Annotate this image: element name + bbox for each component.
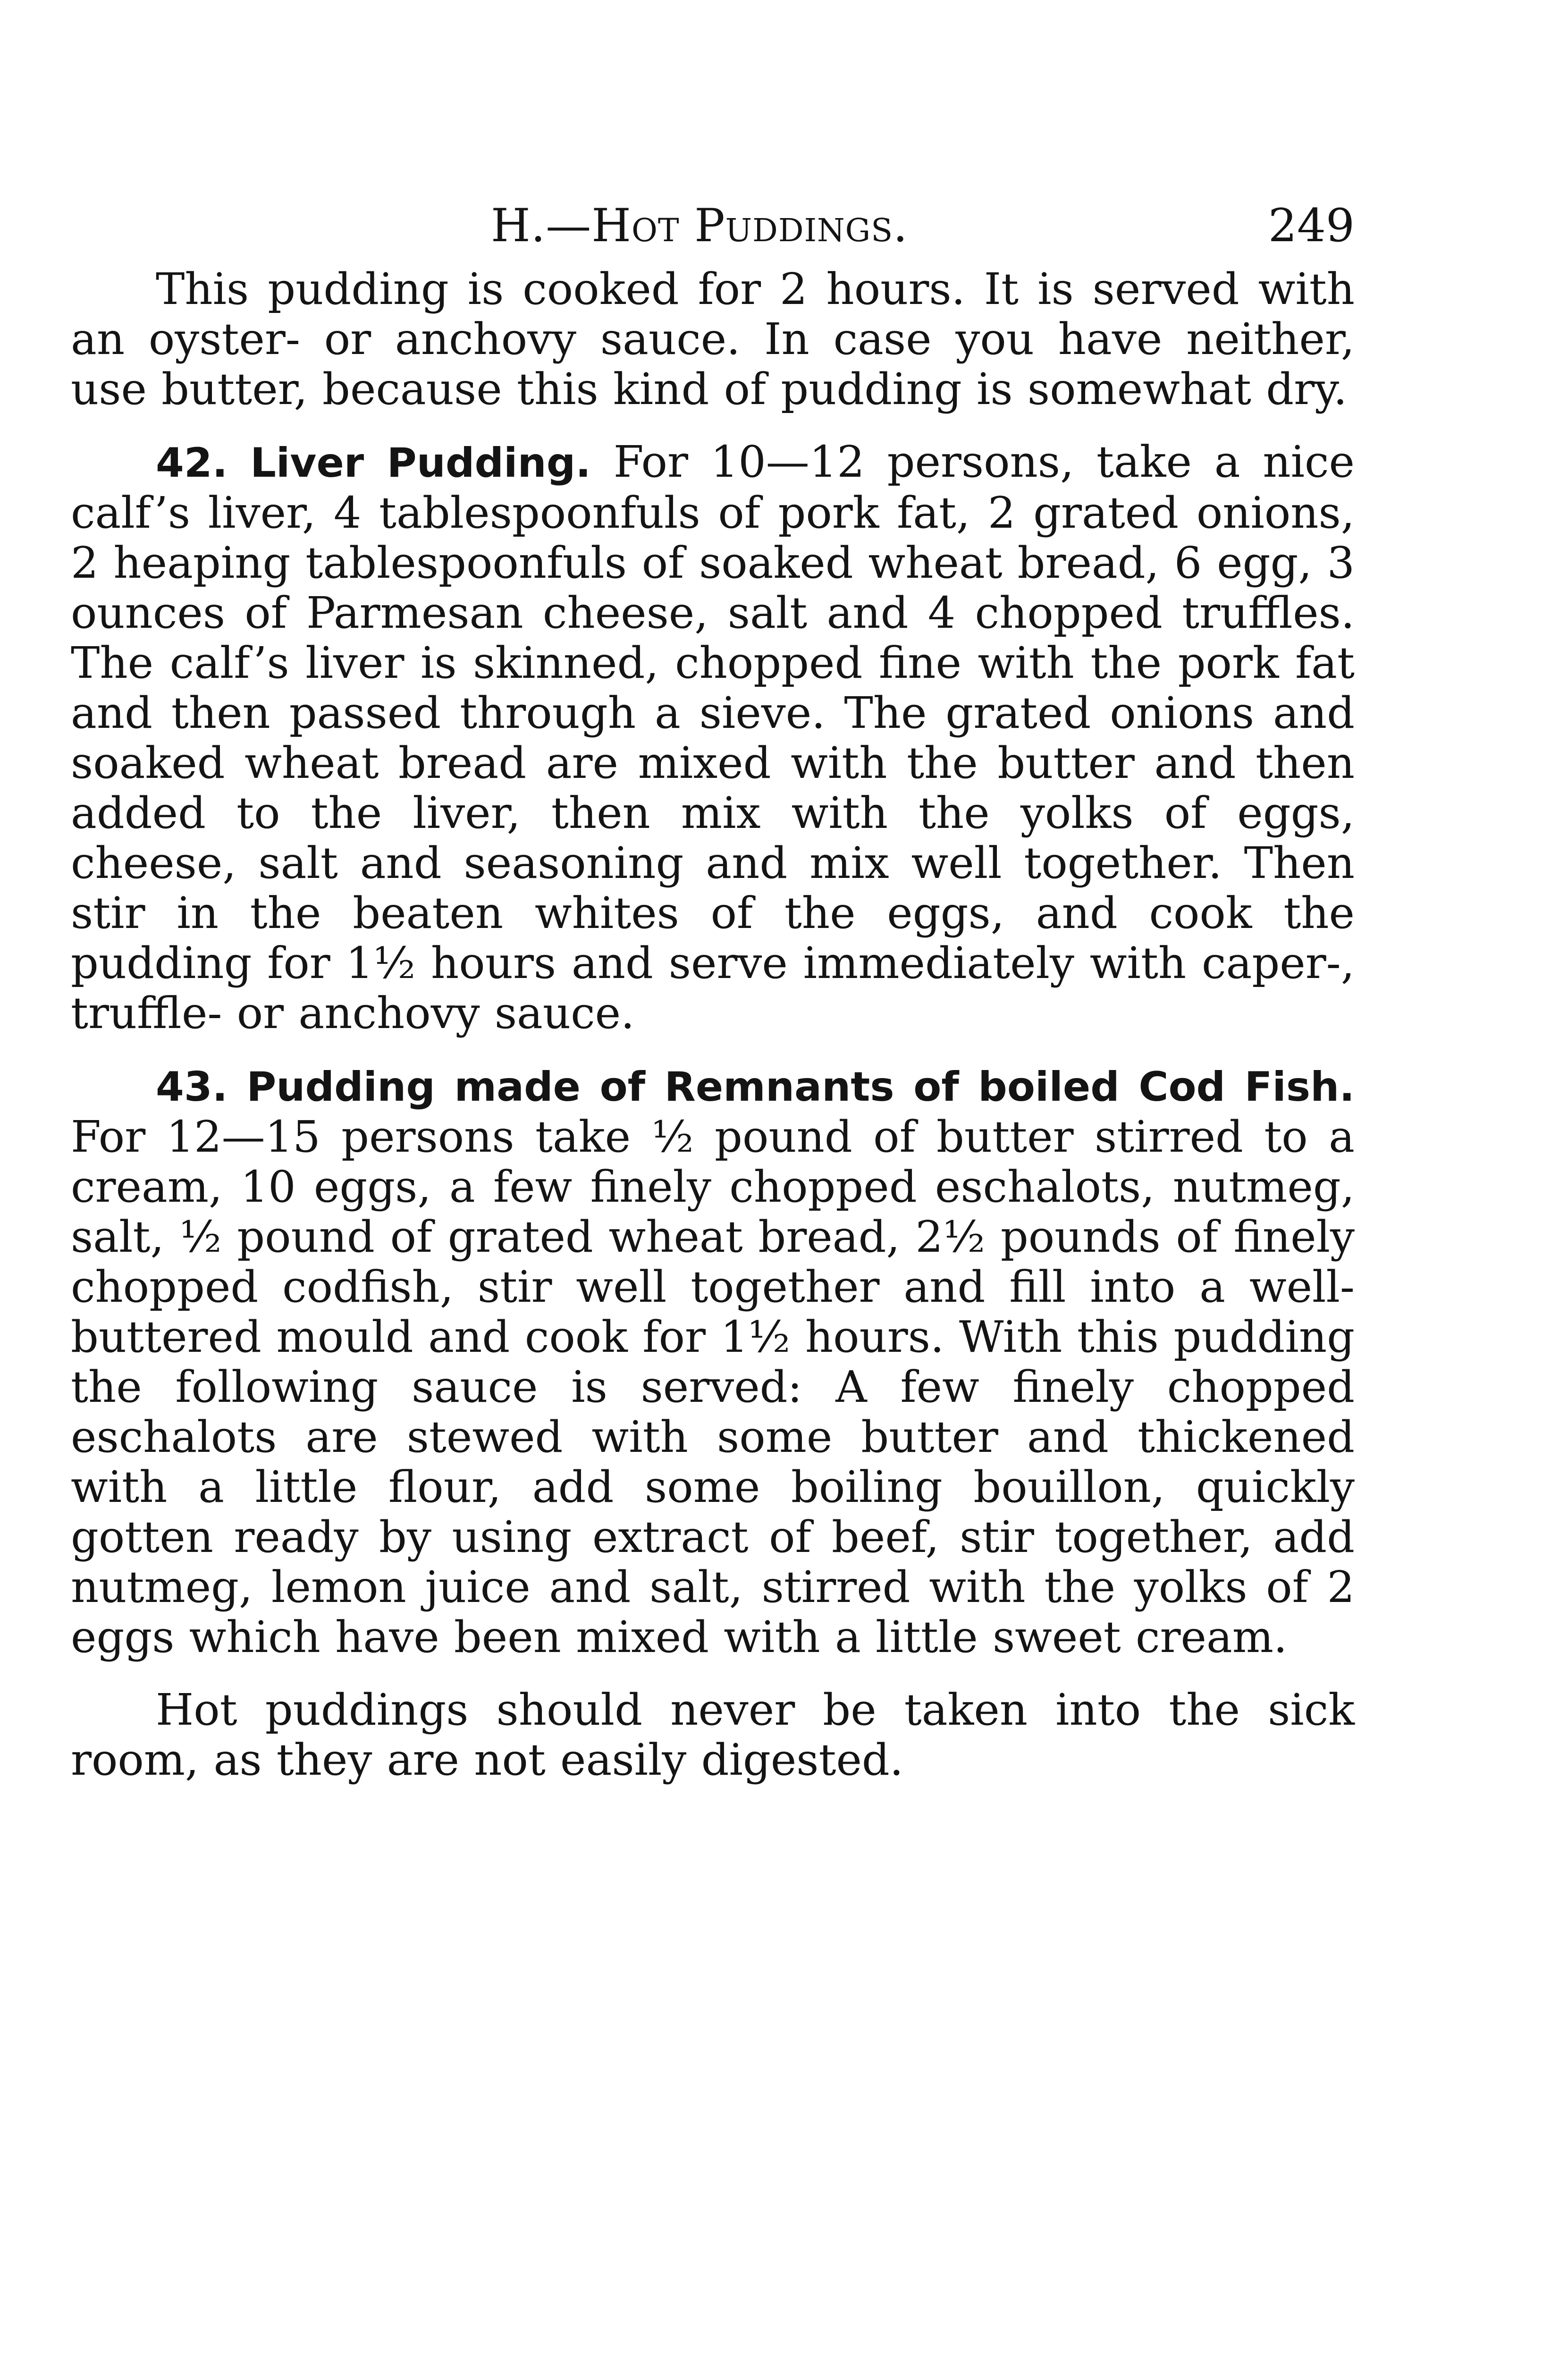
section-title	[491, 199, 908, 252]
book-page	[71, 189, 1355, 1808]
recipe-title: Pudding made of Remnants of boiled Cod Fish.	[246, 1063, 1355, 1111]
paragraph-cod-fish-pudding	[71, 1061, 1355, 1662]
page-number: 249	[1268, 199, 1355, 252]
running-header	[71, 189, 1355, 260]
recipe-number: 42.	[156, 439, 228, 487]
recipe-title: Liver Pudding.	[250, 439, 591, 487]
recipe-text: For 10—12 persons, take a nice calf’s liver, 4 tablespoonfuls of pork fat, 2 grated onions, 2 heaping tablespoonfuls of soaked wheat bread, 6 egg, 3 ounces of Parmesan cheese, salt and 4 chopped truffles. The calf’s liver is skinned, chopped fine with the pork fat and then passed through a sieve. The grated onions and soaked wheat bread are mixed with the butter and then added to the liver, then mix with the yolks of eggs, cheese, salt and seasoning and mix well together. Then stir in the beaten whites of the eggs, and cook the pudding for 1½ hours and serve immediately with caper-, truffle- or anchovy sauce.	[71, 437, 1355, 1038]
body-text	[71, 264, 1355, 1785]
paragraph-intro: This pudding is cooked for 2 hours. It is served with an oyster- or anchovy sauce. In case you have neither, use butter, because this kind of pudding is somewhat dry.	[71, 264, 1355, 414]
section-title-smallcaps: Hot Puddings.	[591, 199, 908, 252]
paragraph-closing: Hot puddings should never be taken into the sick room, as they are not easily digested.	[71, 1685, 1355, 1785]
section-title-prefix: H.—	[491, 199, 592, 252]
paragraph-liver-pudding	[71, 437, 1355, 1038]
recipe-number: 43.	[156, 1063, 228, 1111]
recipe-text: For 12—15 persons take ½ pound of butter stirred to a cream, 10 eggs, a few finely chopped eschalots, nutmeg, salt, ½ pound of grated wheat bread, 2½ pounds of finely chopped codfish, stir well together and fill into a well-buttered mould and cook for 1½ hours. With this pudding the following sauce is served: A few finely chopped eschalots are stewed with some butter and thickened with a little flour, add some boiling bouillon, quickly gotten ready by using extract of beef, stir together, add nutmeg, lemon juice and salt, stirred with the yolks of 2 eggs which have been mixed with a little sweet cream.	[71, 1112, 1355, 1662]
